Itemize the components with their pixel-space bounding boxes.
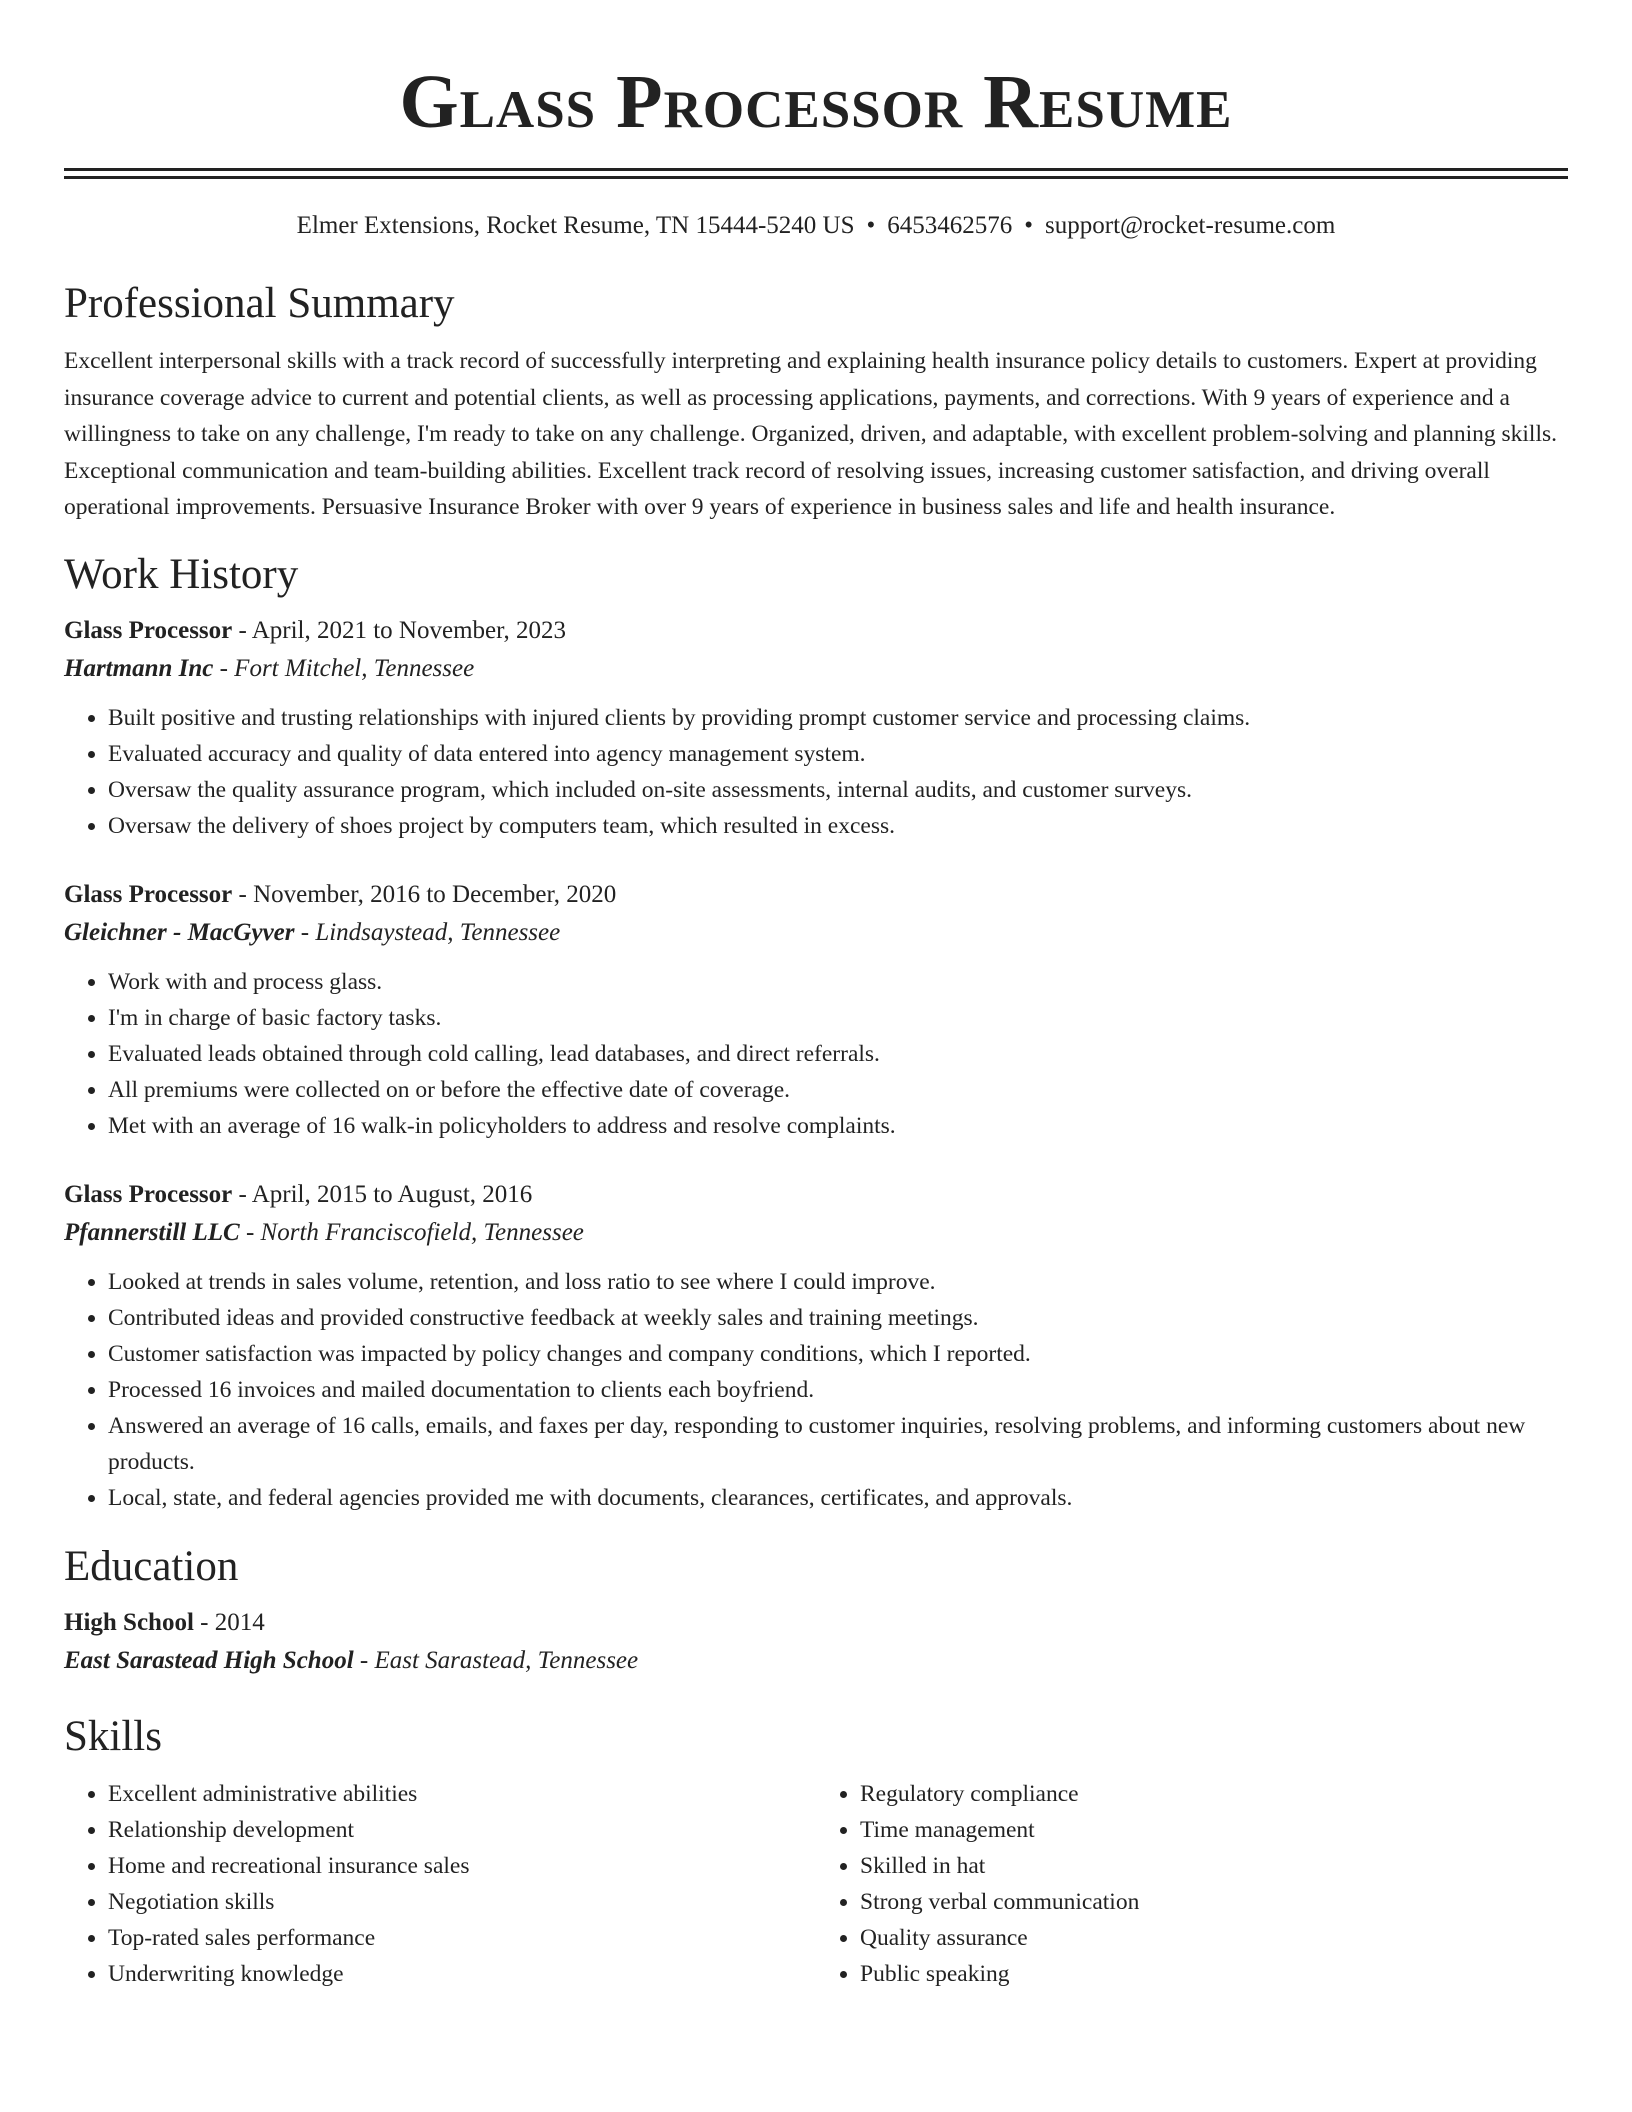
job-location: - Lindsaystead, Tennessee: [294, 918, 561, 946]
job-title-line: [64, 612, 1568, 650]
education-entry: [64, 1604, 1568, 1680]
education-location: - East Sarastead, Tennessee: [353, 1646, 639, 1674]
job-duty: • Met with an average of 16 walk-in policyholders to address and resolve complaints.: [108, 1108, 1568, 1144]
skill-item: • Relationship development: [108, 1812, 816, 1848]
summary-heading: Professional Summary: [64, 280, 455, 327]
skills-list-left: [64, 1776, 816, 1992]
job-duty: • All premiums were collected on or before the effective date of coverage.: [108, 1072, 1568, 1108]
job-location: - North Franciscofield, Tennessee: [239, 1218, 584, 1246]
skill-item: • Top-rated sales performance: [108, 1920, 816, 1956]
education-degree-line: [64, 1604, 1568, 1642]
job-company-line: [64, 914, 1568, 952]
job-duty: • Evaluated accuracy and quality of data entered into agency management system.: [108, 736, 1568, 772]
job-entry: [64, 612, 1568, 844]
job-company: Hartmann Inc: [64, 654, 214, 682]
skill-item: • Home and recreational insurance sales: [108, 1848, 816, 1884]
contact-address: Elmer Extensions, Rocket Resume, TN 15444-5240 US: [296, 212, 855, 239]
skill-item: • Quality assurance: [860, 1920, 1568, 1956]
skill-item: • Strong verbal communication: [860, 1884, 1568, 1920]
job-entry: [64, 876, 1568, 1144]
job-duty: • Evaluated leads obtained through cold calling, lead databases, and direct referrals.: [108, 1036, 1568, 1072]
education-school-line: [64, 1642, 1568, 1680]
skills-list-right: [816, 1776, 1568, 1992]
job-duty: • Oversaw the delivery of shoes project by computers team, which resulted in excess.: [108, 808, 1568, 844]
job-duties-list: [64, 1264, 1568, 1516]
job-title: Glass Processor: [64, 1180, 233, 1208]
job-location: - Fort Mitchel, Tennessee: [213, 654, 475, 682]
job-duties-list: [64, 964, 1568, 1144]
skill-item: • Underwriting knowledge: [108, 1956, 816, 1992]
skill-item: • Time management: [860, 1812, 1568, 1848]
education-heading: Education: [64, 1542, 239, 1590]
title-divider: [64, 168, 1568, 179]
job-duty: • Work with and process glass.: [108, 964, 1568, 1000]
skill-item: • Regulatory compliance: [860, 1776, 1568, 1812]
job-dates: - November, 2016 to December, 2020: [232, 880, 617, 908]
job-title: Glass Processor: [64, 880, 233, 908]
skill-item: • Skilled in hat: [860, 1848, 1568, 1884]
education-school: East Sarastead High School: [64, 1646, 354, 1674]
job-title-line: [64, 1176, 1568, 1214]
job-title-line: [64, 876, 1568, 914]
skill-item: • Public speaking: [860, 1956, 1568, 1992]
job-duty: • Processed 16 invoices and mailed documentation to clients each boyfriend.: [108, 1372, 1568, 1408]
job-duties-list: [64, 700, 1568, 844]
contact-separator: •: [866, 212, 876, 239]
contact-email: support@rocket-resume.com: [1045, 212, 1336, 239]
summary-text: Excellent interpersonal skills with a track record of successfully interpreting and explaining health insurance policy details to customers. Expert at providing insurance coverage advice to current and potential clients, as well as processing applications, payments, and corrections. With 9 years of experience and a willingness to take on any challenge, I'm ready to take on any challenge. Organized, driven, and adaptable, with excellent problem-solving and planning skills. Exceptional communication and team-building abilities. Excellent track record of resolving issues, increasing customer satisfaction, and driving overall operational improvements. Persuasive Insurance Broker with over 9 years of experience in business sales and life and health insurance.: [64, 348, 1558, 520]
skill-item: • Excellent administrative abilities: [108, 1776, 816, 1812]
job-duty: • Oversaw the quality assurance program, which included on-site assessments, internal audits, and customer surveys.: [108, 772, 1568, 808]
job-company: Pfannerstill LLC: [64, 1218, 240, 1246]
job-duty: • Looked at trends in sales volume, retention, and loss ratio to see where I could improve.: [108, 1264, 1568, 1300]
job-duty: • Built positive and trusting relationships with injured clients by providing prompt customer service and processing claims.: [108, 700, 1568, 736]
job-duty: • I'm in charge of basic factory tasks.: [108, 1000, 1568, 1036]
contact-line: [64, 209, 1568, 243]
job-company-line: [64, 1214, 1568, 1252]
job-company: Gleichner - MacGyver: [64, 918, 295, 946]
skills-heading: Skills: [64, 1712, 162, 1760]
job-title: Glass Processor: [64, 616, 233, 644]
work-history-heading: Work History: [64, 550, 299, 598]
education-year: - 2014: [193, 1608, 265, 1636]
job-entry: [64, 1176, 1568, 1516]
education-degree: High School: [64, 1608, 194, 1636]
job-duty: • Contributed ideas and provided constructive feedback at weekly sales and training meetings.: [108, 1300, 1568, 1336]
job-dates: - April, 2021 to November, 2023: [232, 616, 566, 644]
skills-columns: [64, 1776, 1568, 1992]
job-duty: • Customer satisfaction was impacted by policy changes and company conditions, which I reported.: [108, 1336, 1568, 1372]
job-duty: • Answered an average of 16 calls, emails, and faxes per day, responding to customer inquiries, resolving problems, and informing customers about new products.: [108, 1408, 1568, 1480]
contact-separator: •: [1024, 212, 1034, 239]
job-company-line: [64, 650, 1568, 688]
job-dates: - April, 2015 to August, 2016: [232, 1180, 533, 1208]
skill-item: • Negotiation skills: [108, 1884, 816, 1920]
contact-phone: 6453462576: [887, 212, 1013, 239]
job-duty: • Local, state, and federal agencies provided me with documents, clearances, certificates, and approvals.: [108, 1480, 1568, 1516]
resume-title: Glass Processor Resume: [399, 60, 1233, 144]
